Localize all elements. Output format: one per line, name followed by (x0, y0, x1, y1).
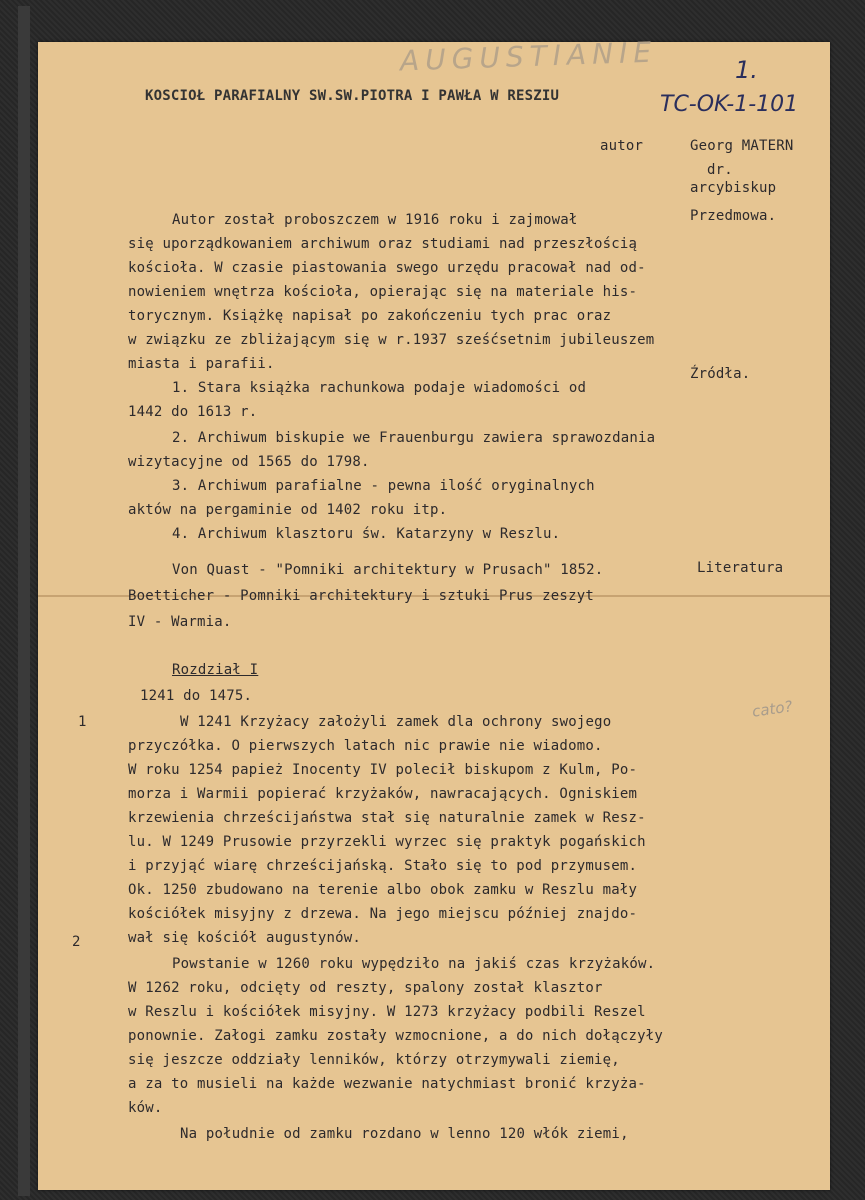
source-item: 4. Archiwum klasztoru św. Katarzyny w Reszlu. (172, 526, 561, 542)
source-item: 1. Stara książka rachunkowa podaje wiadomości od (172, 380, 587, 396)
binding-edge (18, 6, 30, 1196)
body-line: W 1262 roku, odcięty od reszty, spalony został klasztor (128, 980, 603, 996)
body-line: lu. W 1249 Prusowie przyrzekli wyrzec się praktyk pogańskich (128, 834, 646, 850)
body-line: ków. (128, 1100, 163, 1116)
literature-item: Boetticher - Pomniki architektury i sztuki Prus zeszyt (128, 588, 594, 604)
body-line: się uporządkowaniem archiwum oraz studiami nad przeszłością (128, 236, 638, 252)
source-item: wizytacyjne od 1565 do 1798. (128, 454, 370, 470)
body-line: kościółek misyjny z drzewa. Na jego miejscu później znajdo- (128, 906, 638, 922)
collection-stamp: AUGUSTIANIE (399, 35, 658, 78)
author-label: autor (600, 138, 644, 154)
source-item: 2. Archiwum biskupie we Frauenburgu zawiera sprawozdania (172, 430, 656, 446)
body-line: Ok. 1250 zbudowano na terenie albo obok zamku w Reszlu mały (128, 882, 638, 898)
source-item: aktów na pergaminie od 1402 roku itp. (128, 502, 448, 518)
body-line: przyczółka. O pierwszych latach nic prawie nie wiadomo. (128, 738, 603, 754)
body-line: torycznym. Książkę napisał po zakończeniu tych prac oraz (128, 308, 612, 324)
page-number: 1. (735, 56, 758, 84)
body-line: w Reszlu i kościółek misyjny. W 1273 krzyżacy podbili Reszel (128, 1004, 646, 1020)
body-line: w związku ze zbliżającym się w r.1937 sześćsetnim jubileuszem (128, 332, 655, 348)
body-line: nowieniem wnętrza kościoła, opierając się na materiale his- (128, 284, 638, 300)
body-line: W 1241 Krzyżacy założyli zamek dla ochrony swojego (180, 714, 612, 730)
source-item: 1442 do 1613 r. (128, 404, 258, 420)
literature-item: IV - Warmia. (128, 614, 232, 630)
author-title-archbishop: arcybiskup (690, 180, 777, 196)
archive-reference: TC-OK-1-101 (660, 92, 799, 117)
body-line: i przyjąć wiarę chrześcijańską. Stało się to pod przymusem. (128, 858, 638, 874)
document-title: KOSCIOŁ PARAFIALNY SW.SW.PIOTRA I PAWŁA W RESZIU (145, 88, 560, 104)
body-line: Powstanie w 1260 roku wypędziło na jakiś czas krzyżaków. (172, 956, 656, 972)
margin-number-2: 2 (72, 934, 81, 950)
body-line: wał się kościół augustynów. (128, 930, 361, 946)
body-line: a za to musieli na każde wezwanie natychmiast bronić krzyża- (128, 1076, 646, 1092)
source-item: 3. Archiwum parafialne - pewna ilość oryginalnych (172, 478, 595, 494)
literature-item: Von Quast - "Pomniki architektury w Prusach" 1852. (172, 562, 604, 578)
margin-label-literature: Literatura (697, 560, 784, 576)
body-line: kościoła. W czasie piastowania swego urzędu pracował nad od- (128, 260, 646, 276)
margin-number-1: 1 (78, 714, 87, 730)
chapter-heading: Rozdział I (172, 662, 259, 678)
margin-label-sources: Źródła. (690, 366, 751, 382)
body-line: krzewienia chrześcijaństwa stał się naturalnie zamek w Resz- (128, 810, 646, 826)
body-line: miasta i parafii. (128, 356, 275, 372)
body-line: W roku 1254 papież Inocenty IV polecił biskupom z Kulm, Po- (128, 762, 638, 778)
body-line: morza i Warmii popierać krzyżaków, nawracających. Ogniskiem (128, 786, 638, 802)
body-line: się jeszcze oddziały lenników, którzy otrzymywali ziemię, (128, 1052, 620, 1068)
body-line: ponownie. Załogi zamku zostały wzmocnione, a do nich dołączyły (128, 1028, 663, 1044)
margin-label-preface: Przedmowa. (690, 208, 777, 224)
author-name: Georg MATERN (690, 138, 794, 154)
body-line: Autor został proboszczem w 1916 roku i zajmował (172, 212, 578, 228)
author-title-dr: dr. (707, 162, 733, 178)
pencil-note: cato? (750, 697, 794, 721)
chapter-period: 1241 do 1475. (140, 688, 253, 704)
body-line: Na południe od zamku rozdano w lenno 120 włók ziemi, (180, 1126, 629, 1142)
